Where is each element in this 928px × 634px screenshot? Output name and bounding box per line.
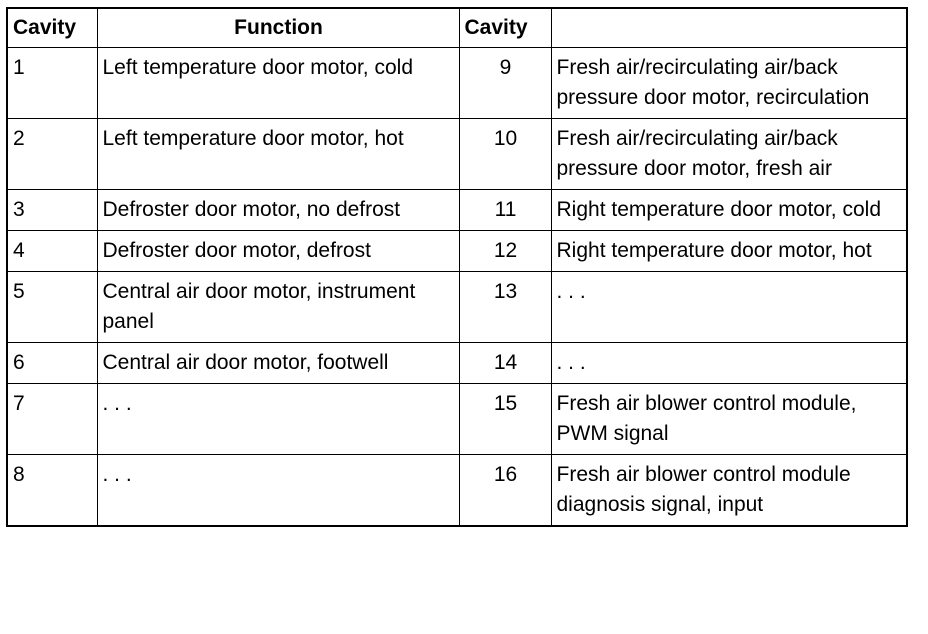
- cavity-number: 7: [7, 384, 97, 455]
- cavity-function: Fresh air/recirculating air/back pressure door motor, recirculation: [551, 48, 907, 119]
- header-function-right: [551, 8, 907, 48]
- cavity-function: Central air door motor, footwell: [97, 343, 459, 384]
- table-row: [7, 384, 907, 455]
- table-row: [7, 272, 907, 343]
- cavity-number: 11: [459, 190, 551, 231]
- table-row: [7, 343, 907, 384]
- cavity-function: Right temperature door motor, hot: [551, 231, 907, 272]
- cavity-function: . . .: [551, 343, 907, 384]
- table-row: [7, 119, 907, 190]
- cavity-function: . . .: [551, 272, 907, 343]
- cavity-function: Left temperature door motor, hot: [97, 119, 459, 190]
- cavity-number: 6: [7, 343, 97, 384]
- header-row: [7, 8, 907, 48]
- cavity-number: 12: [459, 231, 551, 272]
- table-row: [7, 455, 907, 527]
- cavity-number: 16: [459, 455, 551, 527]
- cavity-number: 8: [7, 455, 97, 527]
- cavity-function: Fresh air/recirculating air/back pressure door motor, fresh air: [551, 119, 907, 190]
- cavity-number: 14: [459, 343, 551, 384]
- cavity-function: . . .: [97, 455, 459, 527]
- cavity-number: 2: [7, 119, 97, 190]
- cavity-function: . . .: [97, 384, 459, 455]
- header-cavity-left: Cavity: [7, 8, 97, 48]
- cavity-function: Fresh air blower control module, PWM signal: [551, 384, 907, 455]
- connector-pinout-table: [6, 7, 908, 527]
- cavity-function: Defroster door motor, no defrost: [97, 190, 459, 231]
- header-cavity-right: Cavity: [459, 8, 551, 48]
- cavity-function: Right temperature door motor, cold: [551, 190, 907, 231]
- cavity-function: Fresh air blower control module diagnosis signal, input: [551, 455, 907, 527]
- header-function-left: Function: [97, 8, 459, 48]
- cavity-number: 15: [459, 384, 551, 455]
- table-row: [7, 231, 907, 272]
- cavity-number: 3: [7, 190, 97, 231]
- cavity-function: Central air door motor, instrument panel: [97, 272, 459, 343]
- table-body: [7, 48, 907, 527]
- cavity-number: 10: [459, 119, 551, 190]
- table-row: [7, 190, 907, 231]
- cavity-number: 1: [7, 48, 97, 119]
- table-row: [7, 48, 907, 119]
- cavity-function: Defroster door motor, defrost: [97, 231, 459, 272]
- cavity-number: 9: [459, 48, 551, 119]
- cavity-number: 13: [459, 272, 551, 343]
- table-header: [7, 8, 907, 48]
- cavity-number: 5: [7, 272, 97, 343]
- cavity-function: Left temperature door motor, cold: [97, 48, 459, 119]
- cavity-number: 4: [7, 231, 97, 272]
